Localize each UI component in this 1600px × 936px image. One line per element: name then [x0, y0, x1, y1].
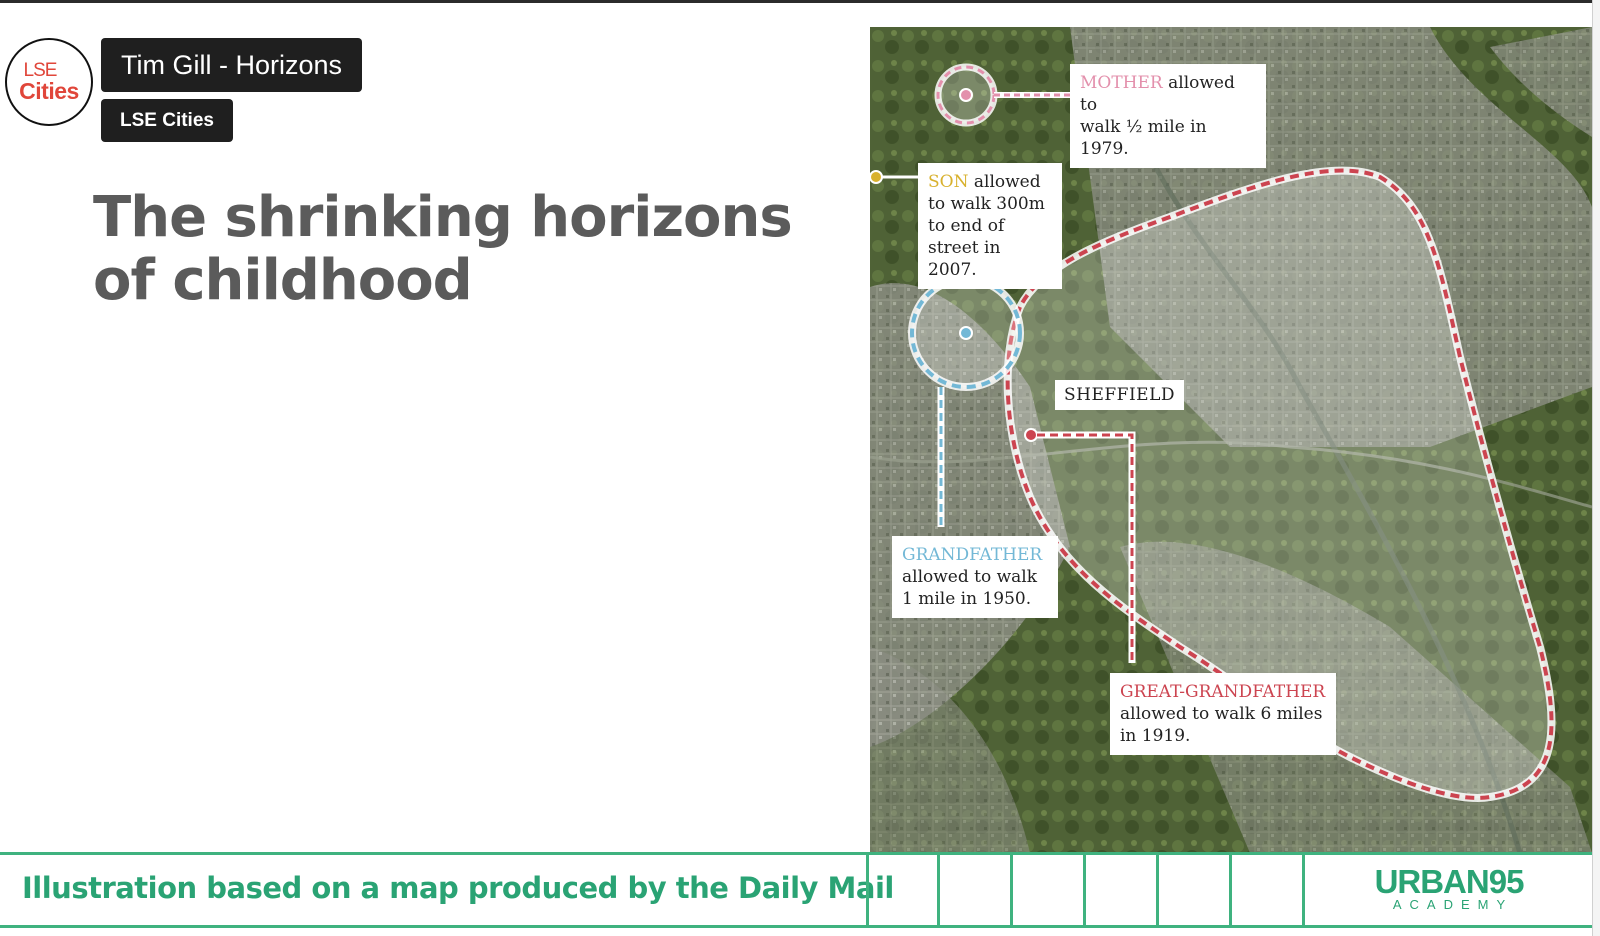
mother-keyword: MOTHER [1080, 73, 1163, 93]
lse-cities-logo[interactable] [5, 38, 93, 126]
sheffield-label: SHEFFIELD [1055, 380, 1184, 410]
map-credit: Illustration based on a map produced by the Daily Mail [22, 871, 894, 905]
urban95-logo-main: URBAN95 [1374, 863, 1524, 900]
grandfather-text-2: 1 mile in 1950. [902, 589, 1032, 609]
video-title[interactable]: Tim Gill - Horizons [101, 38, 362, 92]
footer-cell [1010, 855, 1013, 925]
footer-cell [1083, 855, 1086, 925]
logo-lse-text: LSE [23, 60, 57, 81]
logo-cities-text: Cities [19, 78, 79, 104]
top-rule [0, 0, 1600, 3]
great-grandfather-label [1110, 673, 1336, 755]
grandfather-label [892, 536, 1058, 618]
son-text-2: to walk 300m [928, 194, 1045, 214]
footer-cell [1302, 855, 1305, 925]
sheffield-map [870, 27, 1592, 853]
grandfather-text-1: allowed to walk [902, 567, 1038, 587]
grandfather-keyword: GRANDFATHER [902, 545, 1043, 565]
footer-cell [866, 855, 869, 925]
footer-cell [1156, 855, 1159, 925]
channel-name[interactable]: LSE Cities [101, 99, 233, 142]
son-text-3: to end of [928, 216, 1005, 236]
son-keyword: SON [928, 172, 969, 192]
footer-cell [937, 855, 940, 925]
slide-title-line-1: The shrinking horizons [93, 185, 792, 250]
urban95-logo-sub: ACADEMY [1392, 897, 1514, 912]
son-text-4: street in 2007. [928, 238, 1001, 280]
son-label [918, 163, 1062, 289]
mother-text-1: allowed to [1080, 73, 1235, 115]
great-grandfather-text-1: allowed to walk 6 miles [1120, 704, 1323, 724]
scrollbar-track[interactable] [1592, 0, 1600, 936]
slide-title-line-2: of childhood [93, 248, 472, 313]
son-text-1: allowed [968, 172, 1041, 192]
great-grandfather-keyword: GREAT-GRANDFATHER [1120, 682, 1326, 702]
great-grandfather-text-2: in 1919. [1120, 726, 1191, 746]
footer-bar [0, 852, 1600, 928]
footer-cell [1229, 855, 1232, 925]
slide-title [93, 186, 813, 312]
mother-label [1070, 64, 1266, 168]
mother-text-2: walk ½ mile in 1979. [1080, 117, 1207, 159]
urban95-logo [1374, 865, 1524, 912]
